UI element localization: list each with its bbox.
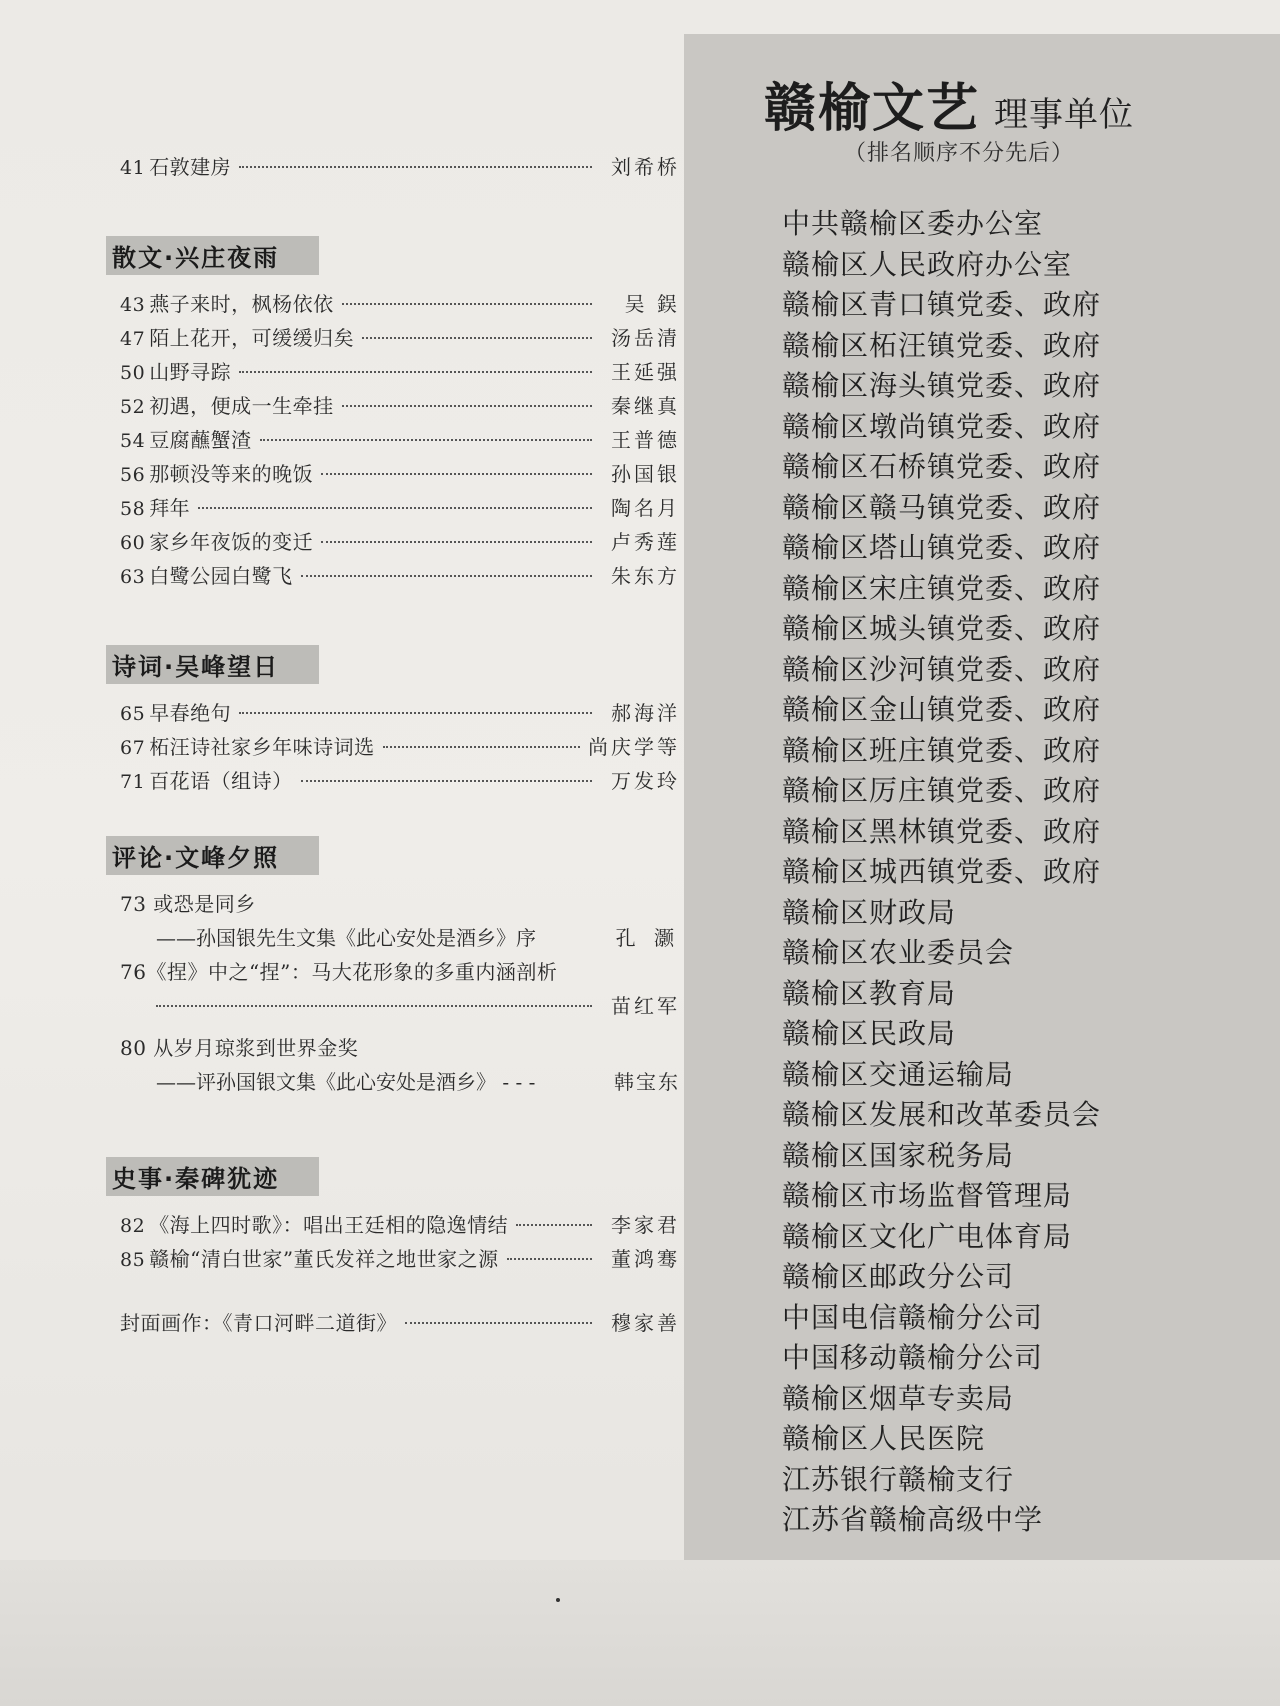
entry-author: 尚庆学等 [588,735,680,759]
toc-entry [120,1242,680,1276]
member-item: 赣榆区城头镇党委、政府 [782,612,1102,645]
member-item: 赣榆区国家税务局 [782,1138,1015,1172]
leader-dots [362,337,592,339]
member-item: 赣榆区人民政府办公室 [782,247,1073,281]
council-members-panel [684,34,1280,1564]
leader-dots [342,405,592,407]
page-number: 54 [120,430,146,452]
toc-entry [120,559,680,593]
member-item: 赣榆区市场监督管理局 [782,1179,1073,1212]
page-number: 63 [120,566,146,588]
member-item: 赣榆区金山镇党委、政府 [782,693,1102,726]
member-item: 赣榆区沙河镇党委、政府 [782,652,1102,686]
member-item: 赣榆区海头镇党委、政府 [782,369,1102,402]
toc-entry [120,150,680,184]
member-item: 赣榆区邮政分公司 [782,1260,1015,1293]
entry-author: 王普德 [611,428,680,452]
entry-title: 赣榆“清白世家”董氏发祥之地世家之源 [149,1247,499,1271]
member-item: 赣榆区墩尚镇党委、政府 [782,409,1102,443]
member-item: 赣榆区塔山镇党委、政府 [782,531,1102,564]
entry-title: 百花语（组诗） [149,769,293,793]
panel-subtitle: （排名顺序不分先后） [844,141,1075,166]
member-item: 中国电信赣榆分公司 [782,1300,1044,1334]
panel-title-suffix: 理事单位 [994,95,1135,135]
table-of-contents [112,150,680,1340]
leader-dots [516,1224,592,1226]
page-number: 67 [120,737,146,759]
entry-author: 陶名月 [611,496,680,520]
leader-dots [507,1258,592,1260]
leader-dots [239,166,592,168]
member-item: 中国移动赣榆分公司 [782,1341,1044,1374]
toc-entry [120,457,680,491]
cover-title: 封面画作：《青口河畔二道街》 [120,1311,397,1335]
section-heading-review: 评论·文峰夕照 [106,836,319,875]
entry-author: 苗红军 [611,994,680,1018]
entry-title: 豆腐蘸蟹渣 [149,428,252,452]
cover-author: 穆家善 [611,1311,680,1335]
entry-title: 拜年 [149,496,191,520]
toc-entry [120,696,680,730]
entry-title: 白鹭公园白鹭飞 [149,564,293,588]
section-heading-poetry: 诗词·吴峰望日 [106,645,319,684]
member-item: 中共赣榆区委办公室 [782,207,1044,240]
member-item: 江苏省赣榆高级中学 [782,1503,1044,1536]
page-number: 52 [120,396,146,418]
entry-author: 朱东方 [611,564,680,588]
member-item: 赣榆区青口镇党委、政府 [782,288,1102,321]
toc-subentry [120,1065,680,1099]
panel-title [764,66,1134,141]
leader-dots [321,541,592,543]
entry-author: 万发玲 [611,769,680,793]
entry-author: 李家君 [611,1213,680,1237]
entry-author: 汤岳清 [611,326,680,350]
leader-dots [260,439,592,441]
section-heading-history: 史事·秦碑犹迹 [106,1157,319,1196]
page-number: 65 [120,703,146,725]
leader-dots [321,473,592,475]
toc-entry [120,1208,680,1242]
page-number: 60 [120,532,146,554]
member-list [782,204,1101,1541]
entry-author: 郝海洋 [611,701,680,725]
section-history-entries [120,1208,680,1276]
entry-title: 陌上花开，可缓缓归矣 [149,326,355,350]
member-item: 赣榆区文化广电体育局 [782,1219,1073,1253]
page-number: 47 [120,328,146,350]
entry-subtitle: ——评孙国银文集《此心安处是酒乡》 - - - [156,1070,536,1094]
toc-entry [120,287,680,321]
entry-author: 卢秀莲 [611,530,680,554]
entry-title: 燕子来时，枫杨依依 [149,292,334,316]
entry-title: 早春绝句 [149,701,232,725]
toc-entry [120,955,680,989]
entry-title: 80 从岁月琼浆到世界金奖 [120,1036,359,1060]
member-item: 赣榆区黑林镇党委、政府 [782,814,1102,848]
section-prose-entries [120,287,680,593]
member-item: 赣榆区石桥镇党委、政府 [782,450,1102,483]
toc-entry [120,491,680,525]
member-item: 赣榆区教育局 [782,976,957,1010]
section-heading-prose: 散文·兴庄夜雨 [106,236,319,275]
member-item: 赣榆区交通运输局 [782,1057,1015,1091]
entry-author: 韩宝东 [614,1070,680,1094]
entry-author: 孔 灏 [615,926,680,950]
member-item: 赣榆区班庄镇党委、政府 [782,733,1102,767]
entry-author: 董鸿骞 [611,1247,680,1271]
entry-title: 73 或恐是同乡 [120,892,256,916]
entry-author: 刘希桥 [611,155,680,179]
page-number: 43 [120,294,146,316]
magazine-title: 赣榆文艺 [764,78,981,139]
entry-title: 76《捏》中之“捏”：马大花形象的多重内涵剖析 [120,960,558,984]
page-number: 82 [120,1215,146,1237]
toc-entry-leader [120,989,680,1023]
leader-dots [198,507,592,509]
leader-dots [301,575,592,577]
page-number: 71 [120,771,146,793]
entry-author: 王延强 [611,360,680,384]
leader-dots [383,746,580,748]
page-number: 56 [120,464,146,486]
entry-author: 秦继真 [611,394,680,418]
member-item: 赣榆区厉庄镇党委、政府 [782,774,1102,807]
leader-dots [156,1005,592,1007]
entry-title: 山野寻踪 [149,360,232,384]
entry-title: 《海上四时歌》：唱出王廷相的隐逸情结 [149,1213,509,1237]
member-item: 赣榆区烟草专卖局 [782,1381,1015,1415]
member-item: 赣榆区柘汪镇党委、政府 [782,328,1102,362]
member-item: 赣榆区赣马镇党委、政府 [782,490,1102,524]
page-dot [556,1598,560,1602]
toc-entry [120,887,680,921]
entry-title: 家乡年夜饭的变迁 [149,530,314,554]
member-item: 赣榆区人民医院 [782,1422,986,1455]
page-number: 85 [120,1249,146,1271]
toc-entry [120,355,680,389]
toc-subentry [120,921,680,955]
page-bottom-shadow [0,1560,1280,1706]
page-number: 58 [120,498,146,520]
member-item: 赣榆区宋庄镇党委、政府 [782,571,1102,605]
entry-title: 石敦建房 [149,155,232,179]
cover-credit [120,1306,680,1340]
toc-entry [120,1031,680,1065]
toc-entry [120,321,680,355]
entry-title: 初遇，便成一生牵挂 [149,394,334,418]
member-item: 赣榆区城西镇党委、政府 [782,855,1102,888]
toc-entry [120,423,680,457]
page-number: 50 [120,362,146,384]
leader-dots [239,712,592,714]
entry-author: 吴 鋘 [624,292,680,316]
entry-title: 柘汪诗社家乡年味诗词选 [149,735,375,759]
member-item: 赣榆区农业委员会 [782,936,1015,969]
leader-dots [405,1322,592,1324]
member-item: 赣榆区发展和改革委员会 [782,1098,1102,1131]
entry-subtitle: ——孙国银先生文集《此心安处是酒乡》序 [156,926,536,950]
leader-dots [342,303,592,305]
leader-dots [239,371,592,373]
toc-entry [120,764,680,798]
member-item: 江苏银行赣榆支行 [782,1462,1015,1496]
toc-entry [120,525,680,559]
page-number: 41 [120,157,146,179]
section-poetry-entries [120,696,680,798]
toc-entry [120,389,680,423]
member-item: 赣榆区财政局 [782,895,957,929]
leader-dots [301,780,592,782]
entry-title: 那顿没等来的晚饭 [149,462,314,486]
entry-author: 孙国银 [611,462,680,486]
member-item: 赣榆区民政局 [782,1017,957,1050]
toc-entry [120,730,680,764]
